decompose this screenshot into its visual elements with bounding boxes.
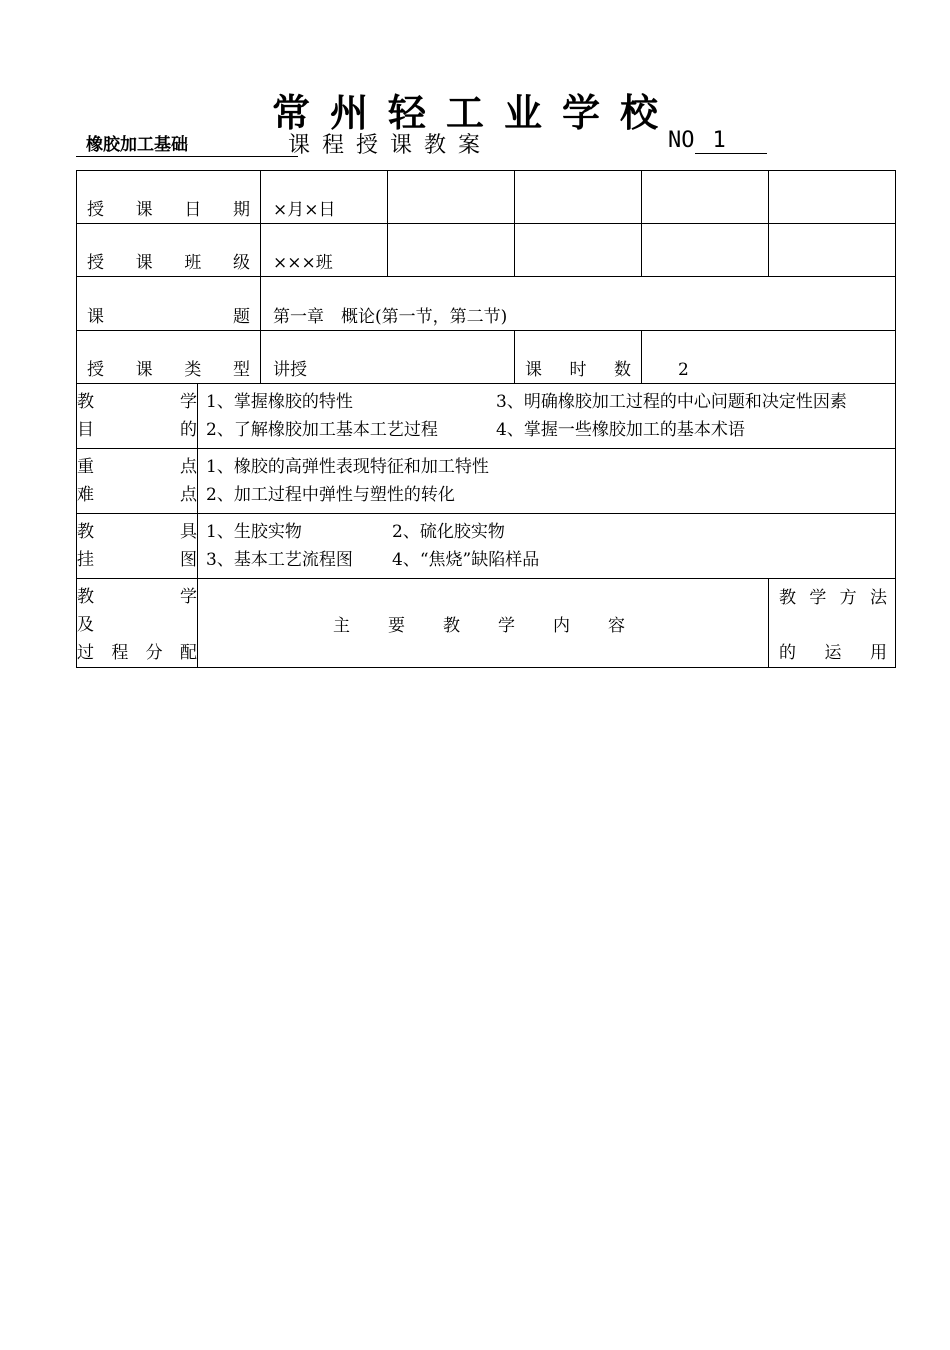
method-line2: 的 运 用 (779, 643, 887, 663)
method-header (769, 579, 896, 668)
class-value-cell (261, 224, 388, 277)
aids-label-cell (77, 514, 198, 579)
key-point-item: 1、橡胶的高弹性表现特征和加工特性 (206, 457, 489, 477)
type-value-cell (261, 331, 515, 384)
type-label: 授 课 类 型 (87, 360, 250, 380)
class-label-cell (77, 224, 261, 277)
process-row (77, 579, 896, 668)
type-label-cell (77, 331, 261, 384)
date-label-cell (77, 171, 261, 224)
topic-label-cell (77, 277, 261, 331)
plan-title: 课程授课教案 (288, 133, 493, 158)
aid-item: 1、生胶实物 (206, 522, 302, 542)
date-row (77, 171, 896, 224)
aids-content (198, 514, 896, 579)
process-label-cell (77, 579, 198, 668)
objective-item: 4、掌握一些橡胶加工的基本术语 (496, 420, 745, 440)
key-point-item: 2、加工过程中弹性与塑性的转化 (206, 485, 455, 505)
hours-value: 2 (678, 360, 689, 380)
empty-cell (515, 171, 642, 224)
date-value-cell (261, 171, 388, 224)
class-label: 授 课 班 级 (87, 253, 250, 273)
objectives-content (198, 384, 896, 449)
lesson-plan-table (76, 170, 896, 668)
empty-cell (388, 224, 515, 277)
process-label-line3: 过 程 分 配 (77, 643, 197, 663)
aid-item: 2、硫化胶实物 (392, 522, 505, 542)
class-row (77, 224, 896, 277)
key-points-label-line1: 重 点 (77, 457, 197, 477)
topic-value-cell (261, 277, 896, 331)
key-points-row (77, 449, 896, 514)
hours-label-cell (515, 331, 642, 384)
course-name: 橡胶加工基础 (76, 133, 298, 157)
date-value: ×月×日 (273, 200, 336, 220)
method-line1: 教 学 方 法 (779, 588, 887, 608)
aids-label-line1: 教 具 (77, 522, 197, 542)
objectives-row (77, 384, 896, 449)
aids-row (77, 514, 896, 579)
class-value: ×××班 (273, 253, 333, 273)
hours-value-cell (642, 331, 896, 384)
empty-cell (769, 224, 896, 277)
school-title: 常州轻工业学校 (271, 91, 678, 135)
objective-item: 2、了解橡胶加工基本工艺过程 (206, 420, 438, 440)
key-points-content (198, 449, 896, 514)
hours-label: 课 时 数 (525, 360, 631, 380)
empty-cell (769, 171, 896, 224)
empty-cell (642, 171, 769, 224)
date-label: 授 课 日 期 (87, 200, 250, 220)
objective-item: 1、掌握橡胶的特性 (206, 392, 353, 412)
aid-item: 3、基本工艺流程图 (206, 550, 353, 570)
header-line (76, 128, 896, 160)
objectives-label-line1: 教 学 (77, 392, 197, 412)
topic-label: 课 题 (87, 307, 250, 327)
objective-item: 3、明确橡胶加工过程的中心问题和决定性因素 (496, 392, 847, 412)
objectives-label-line2: 目 的 (77, 420, 197, 440)
topic-row (77, 277, 896, 331)
main-content-header: 主要教学内容 (198, 579, 769, 668)
no-value: 1 (695, 128, 767, 154)
topic-value: 第一章 概论(第一节，第二节) (273, 307, 508, 327)
type-value: 讲授 (273, 360, 307, 380)
aids-label-line2: 挂 图 (77, 550, 197, 570)
key-points-label-cell (77, 449, 198, 514)
empty-cell (642, 224, 769, 277)
no-label: NO (668, 128, 695, 153)
aid-item: 4、“焦烧”缺陷样品 (392, 550, 540, 570)
process-label-line2: 及 (77, 615, 94, 635)
type-row (77, 331, 896, 384)
key-points-label-line2: 难 点 (77, 485, 197, 505)
empty-cell (388, 171, 515, 224)
empty-cell (515, 224, 642, 277)
process-label-line1: 教 学 (77, 587, 197, 607)
plan-number (668, 128, 767, 154)
objectives-label-cell (77, 384, 198, 449)
